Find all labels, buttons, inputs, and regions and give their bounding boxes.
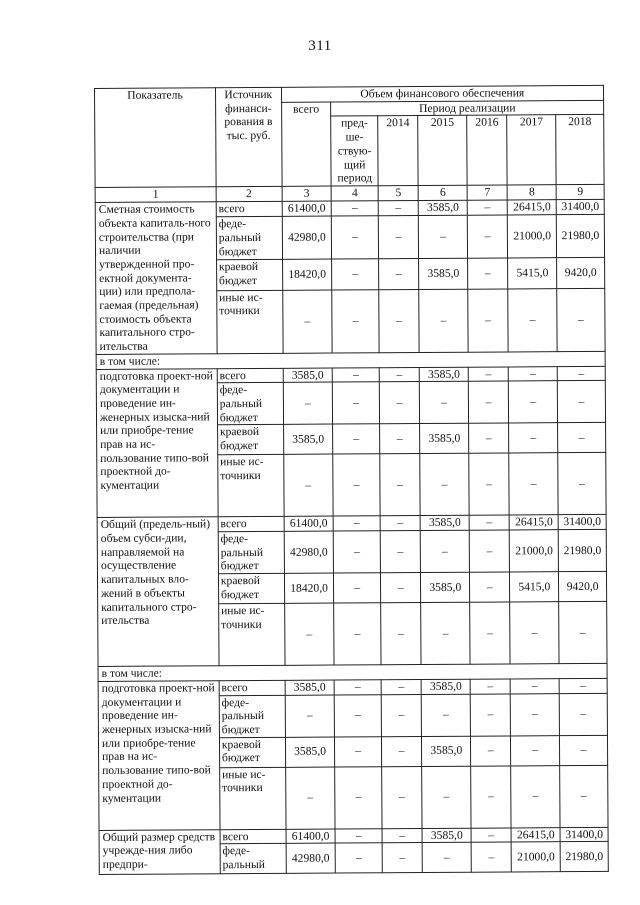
value-cell: –: [559, 678, 607, 693]
value-cell: –: [508, 288, 557, 352]
value-cell: –: [468, 381, 509, 423]
value-cell: –: [511, 693, 560, 735]
column-number: 1: [95, 187, 216, 202]
header-year: 2016: [467, 115, 508, 185]
value-cell: 3585,0: [283, 368, 333, 383]
value-cell: –: [511, 735, 560, 765]
value-cell: –: [333, 367, 380, 382]
value-cell: –: [469, 453, 510, 515]
source-cell: иные ис-точники: [218, 455, 284, 517]
value-cell: –: [335, 694, 382, 736]
column-number: 2: [216, 187, 282, 202]
value-cell: –: [334, 573, 381, 603]
value-cell: –: [468, 258, 508, 289]
value-cell: –: [422, 766, 471, 828]
value-cell: –: [511, 679, 560, 694]
value-cell: –: [381, 679, 421, 694]
header-volume: Объем финансового обеспечения: [281, 85, 603, 102]
value-cell: 3585,0: [285, 680, 335, 695]
value-cell: –: [509, 381, 558, 423]
column-number: 9: [556, 185, 604, 200]
value-cell: –: [422, 694, 471, 736]
value-cell: –: [333, 424, 380, 454]
value-cell: –: [332, 259, 379, 290]
value-cell: –: [557, 366, 605, 381]
value-cell: –: [471, 736, 511, 766]
header-year: 2018: [556, 115, 604, 185]
value-cell: –: [469, 530, 510, 572]
value-cell: 61400,0: [286, 829, 336, 844]
value-cell: –: [470, 602, 511, 664]
value-cell: –: [378, 201, 418, 216]
value-cell: –: [335, 680, 382, 695]
indicator-cell: подготовка проект-ной документации и проведение ин-женерных изыска-ний или приобре-тение прав на ис-пользование типо-вой проектной до-кументации: [98, 681, 220, 831]
source-cell: иные ис-точники: [217, 290, 283, 354]
column-number: 3: [282, 186, 332, 201]
source-cell: иные ис-точники: [219, 604, 285, 666]
value-cell: –: [332, 201, 379, 216]
source-cell: краевой бюджет: [216, 259, 282, 290]
value-cell: 26415,0: [508, 200, 557, 215]
value-cell: –: [469, 423, 509, 453]
value-cell: –: [557, 288, 605, 352]
value-cell: –: [558, 453, 606, 515]
value-cell: –: [470, 679, 510, 694]
indicator-cell: Сметная стоимость объекта капиталь-ного строительства (при наличии утвержденной про-ектной документа-ции) или предпола-гаемая (предельная) стоимость объекта капитального стро-ительства: [95, 202, 217, 354]
value-cell: –: [380, 454, 421, 516]
value-cell: –: [284, 603, 334, 665]
value-cell: 5415,0: [510, 572, 559, 602]
value-cell: –: [333, 382, 380, 424]
value-cell: –: [335, 828, 382, 843]
value-cell: 26415,0: [510, 515, 559, 530]
value-cell: –: [379, 289, 420, 352]
value-cell: –: [380, 516, 420, 531]
value-cell: 31400,0: [558, 515, 606, 530]
value-cell: 3585,0: [422, 736, 471, 766]
value-cell: –: [421, 602, 470, 664]
value-cell: –: [467, 200, 507, 215]
value-cell: 5415,0: [508, 258, 557, 289]
value-cell: 3585,0: [283, 424, 333, 454]
value-cell: –: [382, 843, 422, 873]
value-cell: –: [380, 531, 421, 573]
value-cell: 9420,0: [557, 257, 605, 288]
value-cell: –: [468, 367, 508, 382]
value-cell: –: [509, 366, 558, 381]
column-number: 6: [418, 186, 467, 201]
value-cell: 18420,0: [284, 573, 334, 603]
value-cell: –: [333, 454, 380, 516]
value-cell: –: [381, 573, 421, 603]
value-cell: –: [509, 423, 558, 453]
value-cell: –: [379, 259, 419, 290]
header-source: Источник финанси-рования в тыс. руб.: [215, 87, 281, 187]
value-cell: 21980,0: [556, 214, 604, 257]
value-cell: –: [558, 423, 606, 453]
source-cell: всего: [219, 680, 285, 695]
source-cell: всего: [218, 517, 284, 532]
value-cell: 21980,0: [558, 529, 606, 571]
source-cell: иные ис-точники: [220, 767, 286, 829]
value-cell: –: [419, 289, 468, 353]
value-cell: –: [559, 693, 607, 735]
value-cell: –: [282, 290, 332, 354]
value-cell: –: [335, 766, 382, 828]
header-period: Период реализации: [331, 100, 604, 116]
value-cell: –: [468, 289, 509, 352]
value-cell: 21000,0: [510, 530, 559, 572]
value-cell: 21980,0: [560, 842, 608, 872]
value-cell: –: [332, 289, 379, 353]
source-cell: феде-ральный бюджет: [219, 695, 285, 738]
section-label: в том числе:: [96, 351, 605, 369]
header-total: всего: [281, 102, 331, 187]
value-cell: –: [509, 453, 558, 515]
value-cell: –: [469, 515, 509, 530]
value-cell: 21000,0: [512, 842, 561, 872]
indicator-cell: Общий размер средств учрежде-ния либо предпри-: [99, 829, 220, 874]
value-cell: –: [382, 828, 422, 843]
value-cell: 3585,0: [421, 572, 470, 602]
value-cell: –: [559, 602, 607, 664]
value-cell: –: [379, 367, 419, 382]
column-number: 4: [332, 186, 379, 201]
value-cell: –: [380, 424, 420, 454]
financing-table-sheet: [94, 85, 609, 875]
source-cell: краевой бюджет: [218, 574, 284, 604]
source-cell: краевой бюджет: [217, 425, 283, 455]
value-cell: 3585,0: [420, 367, 469, 382]
value-cell: 3585,0: [420, 424, 469, 454]
value-cell: –: [334, 531, 381, 573]
value-cell: 61400,0: [282, 201, 332, 216]
table-body: [95, 199, 608, 874]
value-cell: –: [381, 603, 422, 665]
section-label: в том числе:: [98, 664, 607, 682]
value-cell: –: [420, 454, 469, 516]
source-cell: феде-ральный бюджет: [217, 383, 283, 426]
value-cell: –: [471, 828, 511, 843]
value-cell: 31400,0: [560, 827, 608, 842]
source-cell: всего: [217, 368, 283, 383]
value-cell: –: [467, 215, 508, 258]
value-cell: –: [334, 516, 381, 531]
header-indicator: Показатель: [95, 88, 216, 188]
column-number: 7: [467, 185, 507, 200]
value-cell: –: [470, 572, 510, 602]
source-cell: всего: [216, 201, 282, 216]
source-cell: всего: [220, 829, 286, 844]
value-cell: 61400,0: [284, 516, 334, 531]
value-cell: 3585,0: [419, 200, 468, 215]
value-cell: –: [285, 767, 335, 829]
source-cell: феде-ральный бюджет: [218, 531, 284, 574]
source-cell: феде-ральный бюджет: [216, 216, 282, 259]
value-cell: –: [420, 381, 469, 423]
value-cell: –: [381, 694, 422, 736]
value-cell: –: [378, 216, 419, 259]
value-cell: 31400,0: [556, 199, 604, 214]
value-cell: 9420,0: [559, 572, 607, 602]
value-cell: –: [283, 454, 333, 516]
value-cell: –: [419, 215, 468, 258]
value-cell: –: [422, 843, 471, 873]
header-year: 2014: [378, 116, 419, 186]
value-cell: –: [421, 530, 470, 572]
indicator-cell: Общий (предель-ный) объем субси-дии, направляемой на осуществление капитальных вло-жений в объекты капитального стро-ительства: [97, 517, 219, 667]
value-cell: –: [471, 842, 511, 872]
value-cell: –: [382, 766, 423, 828]
value-cell: 21000,0: [508, 215, 557, 258]
value-cell: 3585,0: [421, 679, 470, 694]
value-cell: –: [285, 695, 335, 737]
value-cell: 3585,0: [420, 516, 469, 531]
page-number: 311: [308, 38, 332, 54]
value-cell: –: [471, 766, 512, 828]
value-cell: 42980,0: [286, 843, 336, 873]
value-cell: –: [379, 382, 420, 424]
indicator-cell: подготовка проект-ной документации и проведение ин-женерных изыска-ний или приобре-тение прав на ис-пользование типо-вой проектной до-кументации: [96, 368, 218, 518]
header-previous: пред-ше-ствую-щий период: [331, 116, 378, 186]
value-cell: –: [511, 765, 560, 827]
header-year: 2017: [507, 115, 556, 185]
source-cell: феде-ральный: [220, 844, 286, 874]
header-year: 2015: [418, 116, 467, 186]
financing-table: [94, 85, 609, 875]
value-cell: –: [336, 843, 383, 873]
value-cell: –: [382, 736, 422, 766]
column-number: 8: [507, 185, 556, 200]
value-cell: –: [560, 735, 608, 765]
value-cell: 42980,0: [284, 531, 334, 573]
value-cell: –: [332, 216, 379, 259]
value-cell: 18420,0: [282, 259, 332, 290]
value-cell: –: [560, 765, 608, 827]
value-cell: 3585,0: [422, 828, 471, 843]
source-cell: краевой бюджет: [219, 737, 285, 767]
value-cell: 3585,0: [285, 737, 335, 767]
value-cell: –: [470, 694, 511, 736]
value-cell: 3585,0: [419, 258, 468, 289]
value-cell: –: [283, 382, 333, 424]
value-cell: 42980,0: [282, 216, 332, 259]
value-cell: –: [335, 736, 382, 766]
value-cell: 26415,0: [511, 827, 560, 842]
value-cell: –: [510, 602, 559, 664]
value-cell: –: [557, 381, 605, 423]
column-number: 5: [378, 186, 418, 201]
value-cell: –: [334, 603, 381, 665]
